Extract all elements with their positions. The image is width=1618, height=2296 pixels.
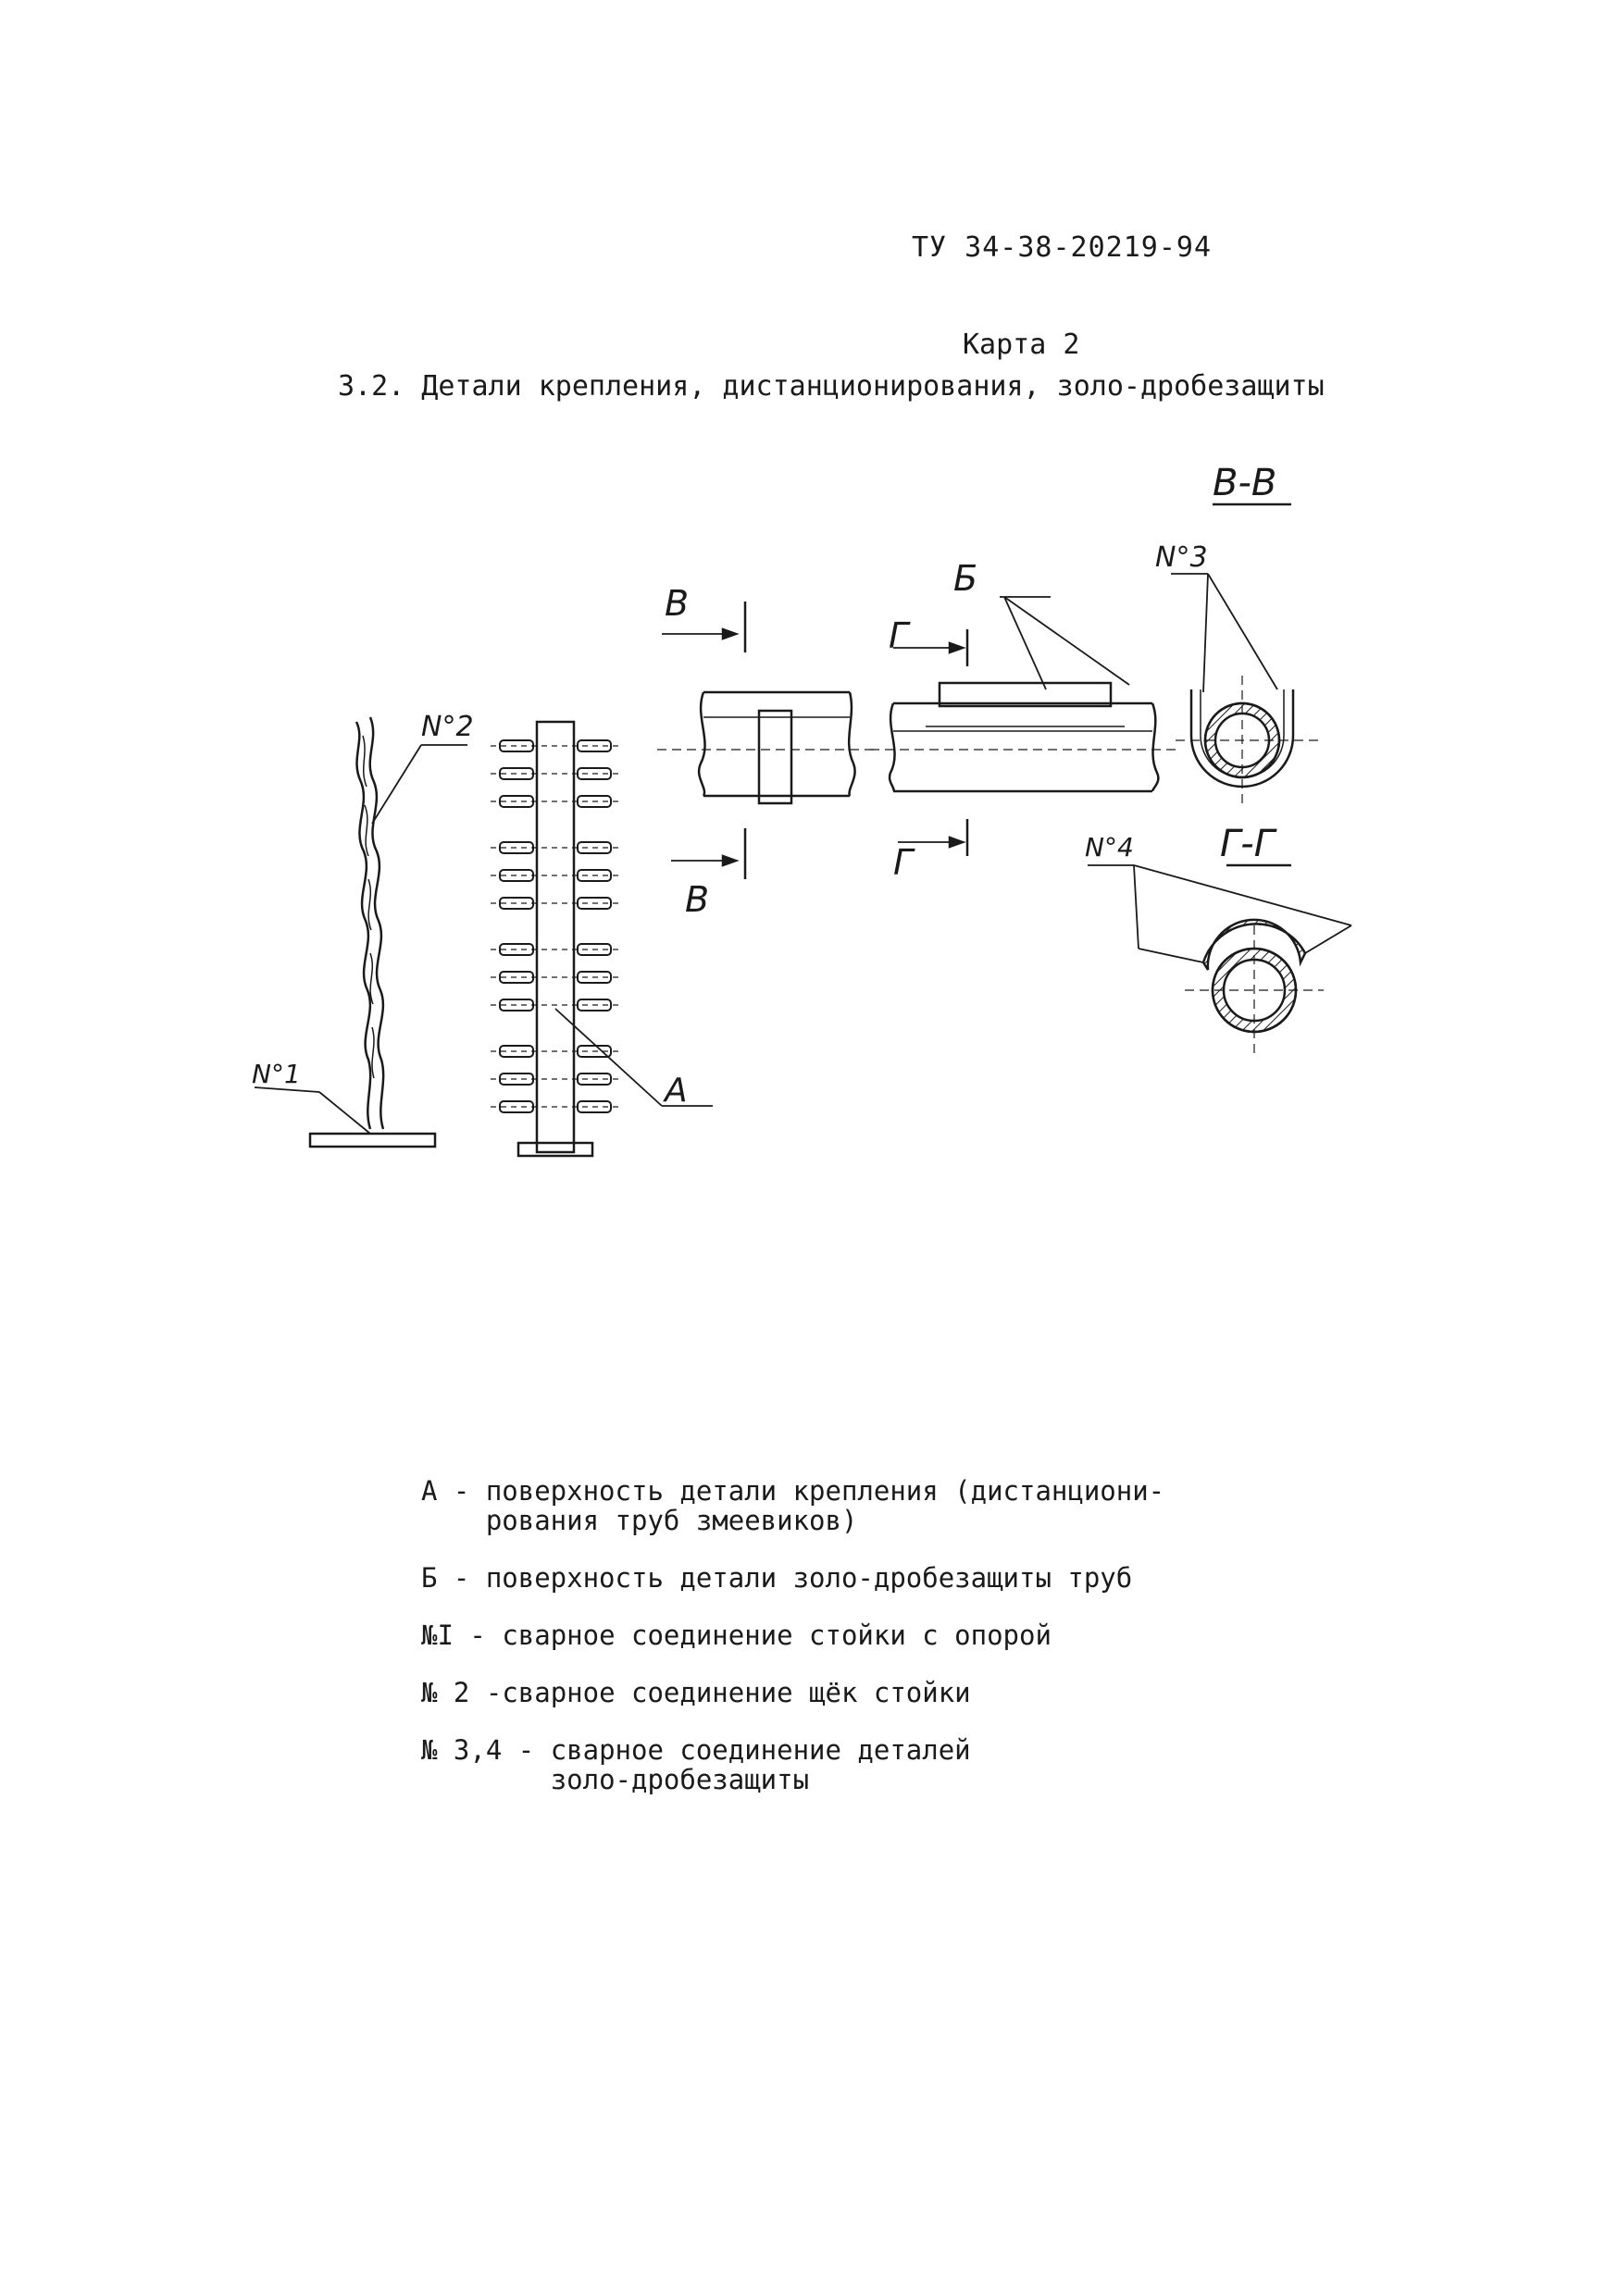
weld-1-label: N°1 bbox=[252, 1059, 301, 1089]
legend-text: сварное соединение стойки с опорой bbox=[502, 1620, 1052, 1651]
legend-key: Б - bbox=[421, 1562, 486, 1594]
tube-protection-view bbox=[870, 597, 1176, 856]
legend-item-weld-1 bbox=[421, 1620, 1301, 1650]
legend-text: сварное соединение щёк стойки bbox=[502, 1677, 971, 1708]
view-gg-cross-section bbox=[1088, 865, 1351, 1055]
legend-key: №I - bbox=[421, 1620, 503, 1651]
legend-item-weld-2 bbox=[421, 1678, 1301, 1707]
section-g-top-label: Г bbox=[889, 615, 909, 656]
weld-2-label: N°2 bbox=[421, 711, 474, 743]
view-bb-label: В-В bbox=[1213, 462, 1277, 504]
spacer-group bbox=[500, 740, 611, 1112]
weld-3-label: N°3 bbox=[1155, 541, 1208, 574]
section-b-bottom-label: В bbox=[685, 879, 710, 920]
legend-text: сварное соединение деталей золо-дробезащиты bbox=[550, 1734, 971, 1795]
legend-key: № 3,4 - bbox=[421, 1734, 551, 1766]
surface-b-label: Б bbox=[953, 558, 978, 599]
section-g-bottom-label: Г bbox=[893, 842, 914, 883]
legend-text: поверхность детали золо-дробезащиты труб bbox=[485, 1562, 1133, 1594]
legend-item-b bbox=[421, 1563, 1301, 1593]
legend-text: поверхность детали крепления (дистанциони- рования труб змеевиков) bbox=[485, 1475, 1165, 1536]
legend bbox=[421, 1476, 1301, 1822]
legend-item-weld-3-4 bbox=[421, 1735, 1301, 1794]
section-title: 3.2. Детали крепления, дистанционирования, золо-дробезащиты bbox=[338, 370, 1325, 403]
section-b-top-label: В bbox=[665, 583, 690, 624]
legend-key: № 2 - bbox=[421, 1677, 503, 1708]
legend-key: А - bbox=[421, 1475, 486, 1507]
weld-4-label: N°4 bbox=[1085, 832, 1134, 863]
legend-item-a bbox=[421, 1476, 1301, 1535]
tube-clamp-view bbox=[657, 602, 879, 879]
surface-a-label: А bbox=[665, 1072, 688, 1110]
document-code: ТУ 34-38-20219-94 bbox=[912, 231, 1213, 264]
map-label: Карта 2 bbox=[963, 329, 1080, 361]
view-gg-label: Г-Г bbox=[1220, 823, 1276, 865]
